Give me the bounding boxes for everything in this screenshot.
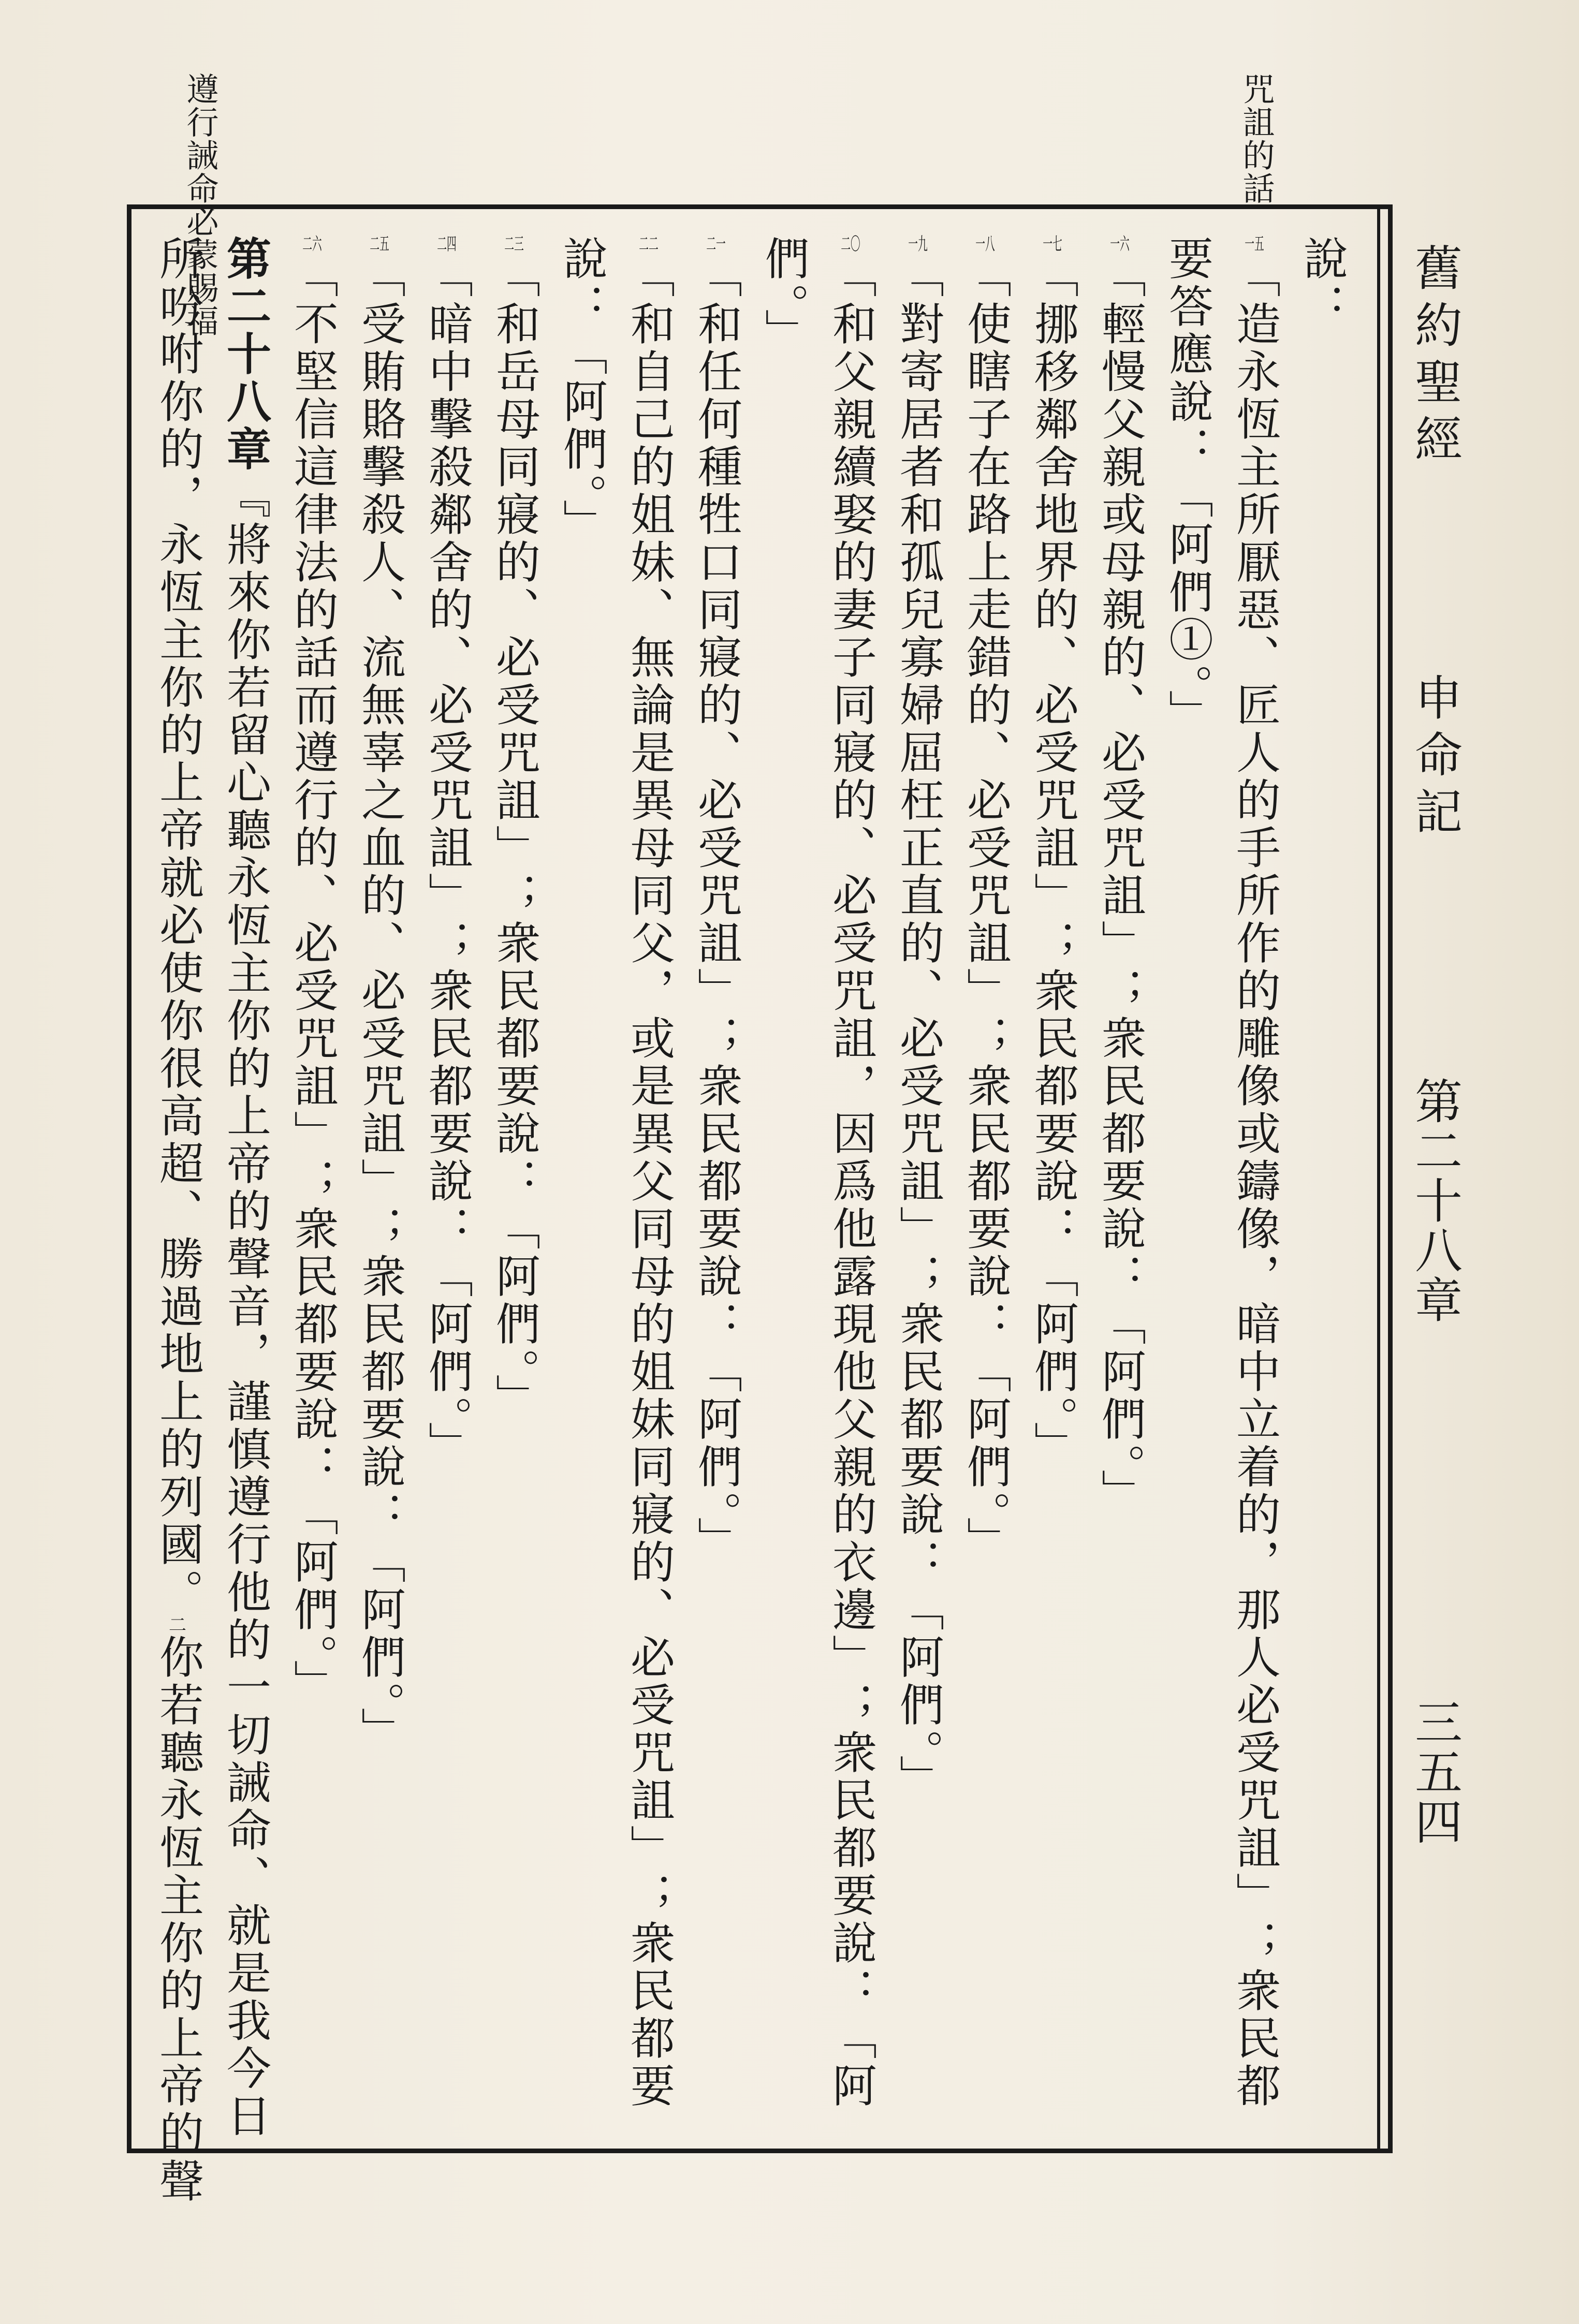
verse-text: 「和父親續娶的妻子同寢的、必受咒詛，因爲他露現他父親的衣邊」；衆民都要說：「阿 (825, 253, 876, 2110)
verse-text: 「和自己的姐妹、無論是異母同父，或是異父同母的姐妹同寢的、必受咒詛」；衆民都要 (623, 253, 675, 2110)
verse-text: 說：「阿們。」 (555, 236, 607, 547)
verse-text: 『將來你若留心聽永恆主你的上帝的聲音，謹慎遵行他的一切誡命、就是我今日 (219, 474, 271, 2140)
text-column (152, 236, 203, 2205)
text-column (1296, 236, 1348, 2140)
text-column (354, 236, 405, 2140)
text-column (1094, 236, 1146, 2140)
verse-text: 你若聽永恆主你的上帝的聲 (152, 1634, 203, 2205)
book-title: 舊約聖經 (1407, 243, 1463, 471)
verse-text: 「受賄賂擊殺人、流無辜之血的、必受咒詛」；衆民都要說：「阿們。」 (354, 253, 405, 1755)
verse-text: 所吩咐你的，永恆主你的上帝就必使你很高超、勝過地上的列國。 (152, 236, 203, 1616)
verse-number: 二〇 (841, 236, 860, 253)
text-column (825, 236, 876, 2140)
verse-text: 「和任何種牲口同寢的、必受咒詛」；衆民都要說：「阿們。」 (690, 253, 742, 1564)
text-column (286, 236, 338, 2140)
text-column (555, 236, 607, 2140)
header-divider (1377, 204, 1380, 2153)
verse-text: 說： (1296, 236, 1348, 331)
verse-text: 「和岳母同寢的、必受咒詛」；衆民都要說：「阿們。」 (488, 253, 540, 1421)
verse-text: 「不堅信這律法的話而遵行的、必受咒詛」；衆民都要說：「阿們。」 (286, 253, 338, 1707)
verse-number: 二三 (504, 236, 524, 253)
text-column (1161, 236, 1213, 2140)
chapter-heading: 第二十八章 (1407, 1077, 1463, 1325)
verse-text: 「暗中擊殺鄰舍的、必受咒詛」；衆民都要說：「阿們。」 (421, 253, 473, 1469)
text-column (219, 236, 271, 2140)
verse-number: 二五 (370, 236, 389, 253)
verse-number: 二二 (639, 236, 659, 253)
text-column (959, 236, 1011, 2140)
verse-text: 「挪移鄰舍地界的、必受咒詛」；衆民都要說：「阿們。」 (1027, 253, 1078, 1469)
text-column (892, 236, 944, 2140)
text-column (623, 236, 675, 2140)
verse-text: 「造永恆主所厭惡、匠人的手所作的雕像或鑄像，暗中立着的，那人必受咒詛」；衆民都 (1229, 253, 1280, 2110)
chapter-title: 第二十八章 (219, 236, 271, 474)
verse-number: 二 (169, 1616, 186, 1634)
text-column (488, 236, 540, 2140)
book-name: 申命記 (1407, 673, 1463, 844)
text-column (757, 236, 809, 2140)
verse-text: 「使瞎子在路上走錯的、必受咒詛」；衆民都要說：「阿們。」 (959, 253, 1011, 1564)
verse-number: 二四 (437, 236, 457, 253)
side-note-left: 遵行誡命必蒙賜福 (181, 72, 219, 337)
verse-number: 二六 (302, 236, 322, 253)
text-column (1027, 236, 1078, 2140)
verse-number: 一七 (1043, 236, 1062, 253)
verse-text: 們。」 (757, 236, 809, 356)
verse-number: 一五 (1245, 236, 1264, 253)
verse-number: 一八 (975, 236, 995, 253)
text-column (690, 236, 742, 2140)
page-number: 三五四 (1407, 1698, 1463, 1847)
verse-number: 一六 (1110, 236, 1130, 253)
verse-number: 二一 (706, 236, 726, 253)
side-note-right: 咒詛的話 (1237, 72, 1275, 205)
verse-text: 要答應說：「阿們①。」 (1161, 236, 1213, 737)
text-column (1229, 236, 1280, 2140)
verse-text: 「輕慢父親或母親的、必受咒詛」；衆民都要說：「阿們。」 (1094, 253, 1146, 1517)
verse-text: 「對寄居者和孤兒寡婦屈枉正直的、必受咒詛」；衆民都要說：「阿們。」 (892, 253, 944, 1802)
verse-number: 一九 (908, 236, 928, 253)
text-column (421, 236, 473, 2140)
